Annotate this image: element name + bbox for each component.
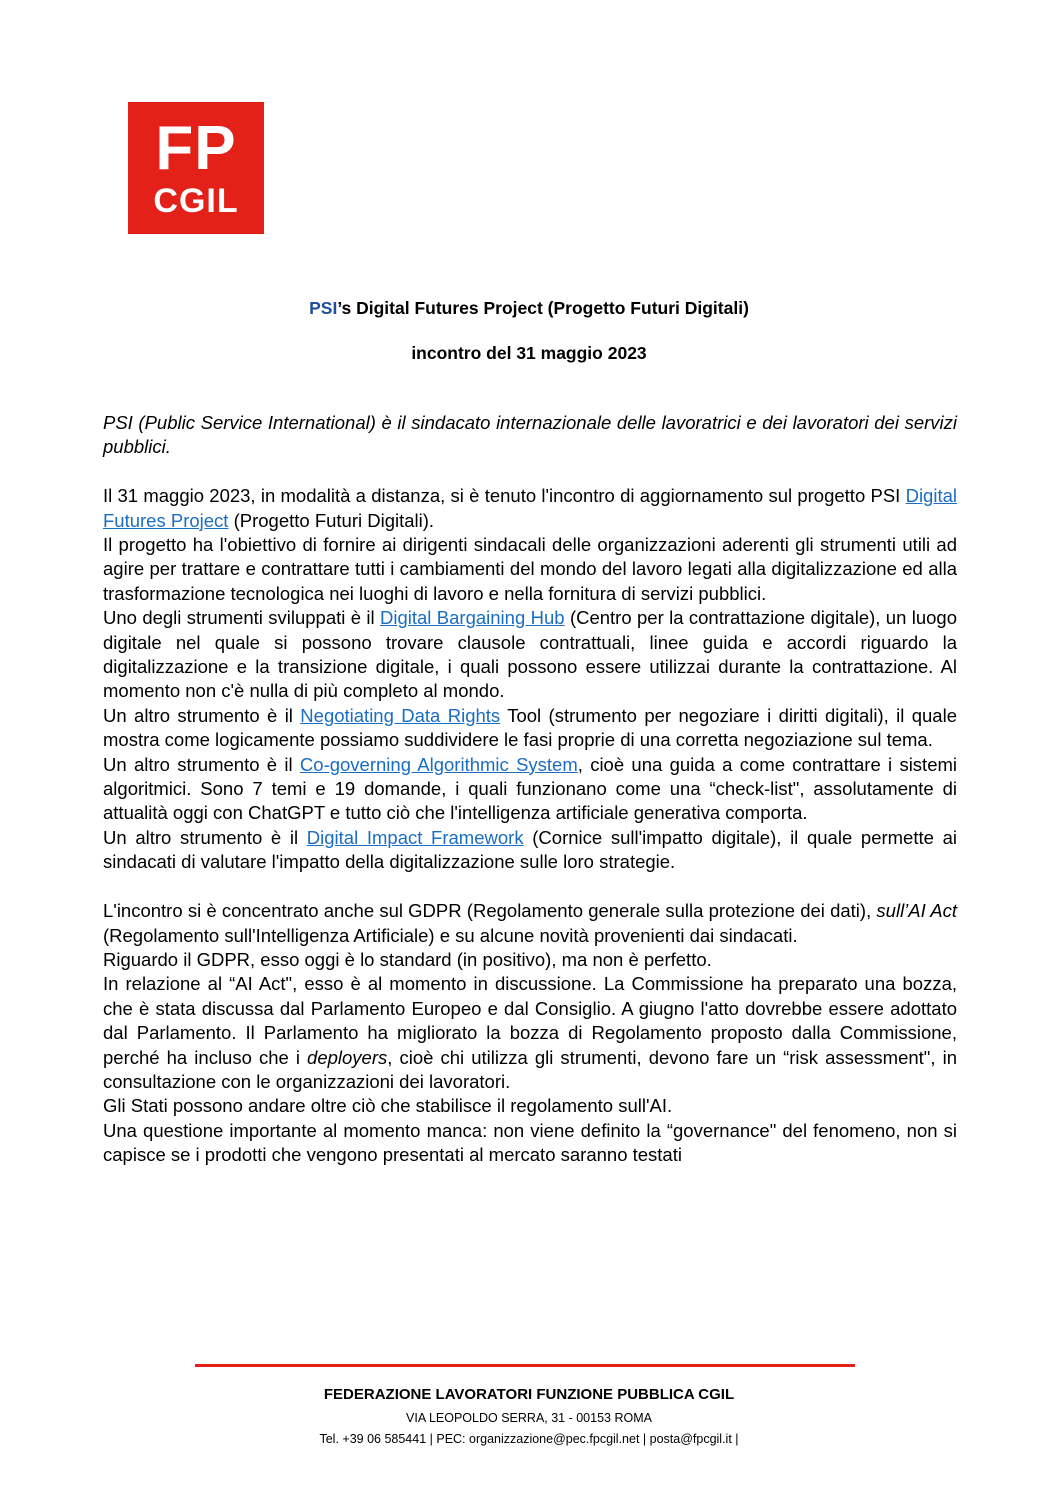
text: (Centro per la contrattazione digitale), un luogo digitale nel quale si possono trovare clausole contrattuali, linee guida e accordi riguardo la digitalizzazione e la transizione digitale, i quali possono essere utilizzai durante la contrattazione. Al momento non c'è nulla di più completo al mondo. [103, 607, 957, 702]
paragraph-meeting [103, 484, 957, 533]
intro-paragraph: PSI (Public Service International) è il sindacato internazionale delle lavoratrici e dei lavoratori dei servizi pubblici. [103, 412, 957, 458]
text: Tool (strumento per negoziare i diritti digitali), il quale mostra come logicamente possiamo suddividere le fasi proprie di una corretta negoziazione sul tema. [103, 704, 957, 751]
co-governing-algorithmic-system-link[interactable]: Co-governing Algorithmic System [299, 753, 578, 775]
paragraph-gdpr-ai-act [103, 899, 957, 948]
document-body [103, 411, 957, 1168]
text: Uno degli strumenti sviluppati è il [103, 607, 380, 629]
logo-line-fp: FP [155, 114, 237, 183]
paragraph-digital-impact [103, 826, 957, 875]
fp-cgil-logo [128, 102, 264, 234]
paragraph-states: Gli Stati possono andare oltre ciò che stabilisce il regolamento sull'AI. [103, 1095, 673, 1117]
paragraph-gdpr: Riguardo il GDPR, esso oggi è lo standard (in positivo), ma non è perfetto. [103, 948, 712, 970]
paragraph-objective: Il progetto ha l'obiettivo di fornire ai dirigenti sindacali delle organizzazioni aderenti gli strumenti utili ad agire per trattare e contrattare tutti i cambiamenti del mondo del lavoro legati alla digitalizzazione ed alla trasformazione tecnologica nei luoghi di lavoro e nella fornitura di servizi pubblici. [103, 534, 957, 604]
digital-bargaining-hub-link[interactable]: Digital Bargaining Hub [380, 607, 565, 629]
negotiating-data-rights-link[interactable]: Negotiating Data Rights [300, 704, 501, 726]
title-psi: PSI [309, 298, 338, 318]
footer-address: VIA LEOPOLDO SERRA, 31 - 00153 ROMA [406, 1411, 652, 1425]
digital-impact-framework-link[interactable]: Digital Impact Framework [306, 826, 524, 848]
paragraph-bargaining-hub [103, 606, 957, 704]
paragraph-ai-act [103, 972, 957, 1094]
footer-contacts: Tel. +39 06 585441 | PEC: organizzazione@pec.fpcgil.net | posta@fpcgil.it | [319, 1432, 739, 1446]
text: Il 31 maggio 2023, in modalità a distanza, si è tenuto l'incontro di aggiornamento sul progetto PSI [103, 485, 906, 507]
text: L'incontro si è concentrato anche sul GDPR (Regolamento generale sulla protezione dei dati), [103, 900, 877, 922]
text-italic: deployers [307, 1046, 388, 1068]
footer-divider [195, 1364, 855, 1367]
text: In relazione al “AI Act", esso è al momento in discussione. La Commissione ha preparato una bozza, che è stata discussa dal Parlamento Europeo e dal Consiglio. A giugno l'atto dovrebbe essere adottato dal Parlamento. Il Parlamento ha migliorato la bozza di Regolamento proposto dalla Commissione, perché ha incluso che i [103, 973, 957, 1068]
text: Un altro strumento è il [103, 753, 300, 775]
paragraph-negotiating-data-rights [103, 704, 957, 753]
title-rest: ’s Digital Futures Project (Progetto Futuri Digitali) [337, 298, 749, 318]
text: (Progetto Futuri Digitali). [228, 509, 435, 531]
footer-org: FEDERAZIONE LAVORATORI FUNZIONE PUBBLICA CGIL [323, 1386, 735, 1403]
logo-line-cgil: CGIL [153, 182, 239, 220]
text: Un altro strumento è il [103, 704, 301, 726]
paragraph-co-governing [103, 753, 957, 826]
text: (Cornice sull'impatto digitale), il quale permette ai sindacati di valutare l'impatto della digitalizzazione sulle loro strategie. [103, 826, 957, 873]
digital-futures-project-link[interactable]: Digital Futures Project [103, 485, 957, 531]
text: (Regolamento sull'Intelligenza Artificiale) e su alcune novità provenienti dai sindacati. [103, 924, 798, 946]
text: , cioè chi utilizza gli strumenti, devono fare un “risk assessment", in consultazione con le organizzazioni dei lavoratori. [103, 1046, 957, 1092]
document-title [0, 298, 1058, 319]
text: Un altro strumento è il [103, 826, 307, 848]
document-subtitle: incontro del 31 maggio 2023 [411, 343, 647, 363]
paragraph-governance: Una questione importante al momento manca: non viene definito la “governance" del fenomeno, non si capisce se i prodotti che vengono presentati al mercato saranno testati [103, 1119, 957, 1166]
text-italic: sull’AI Act [876, 900, 958, 922]
text: , cioè una guida a come contrattare i sistemi algoritmici. Sono 7 temi e 19 domande, i quali funzionano come una “check-list", assolutamente di attualità oggi con ChatGPT e tutto ciò che l'intelligenza artificiale generativa comporta. [103, 753, 958, 824]
